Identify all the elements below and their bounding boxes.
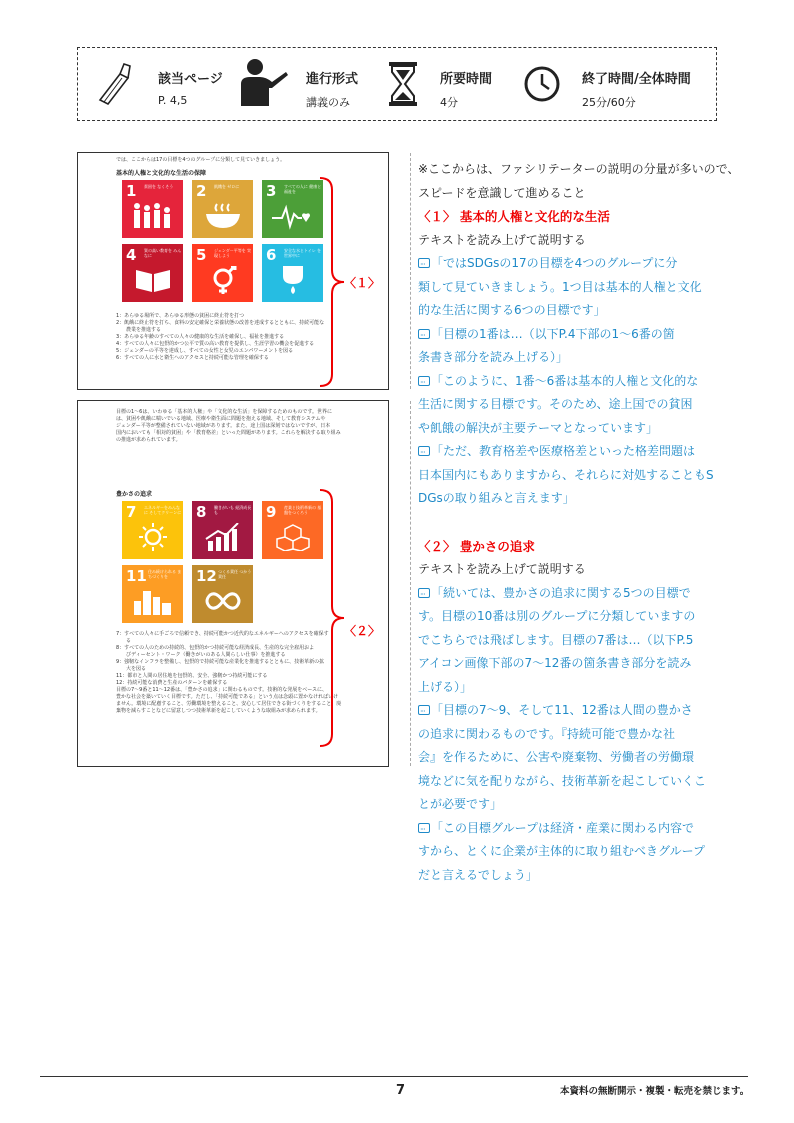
hourglass-icon (388, 62, 418, 106)
info-format-value: 講義のみ (306, 96, 350, 109)
speech-line: 類して見ていきましょう。1つ目は基本的人権と文化 (418, 279, 702, 294)
list-item: 6：すべての人に水と衛生へのアクセスと持続可能な管理を確保する (116, 355, 269, 361)
speech-bubble-icon (418, 258, 430, 268)
speech-line: ···「このように、1番〜6番は基本的人権と文化的な (418, 370, 722, 394)
brace-label-2: 〈２〉 (344, 624, 381, 638)
gender-equality-icon (202, 266, 244, 294)
list-item: 大を図る (116, 666, 147, 672)
info-duration-label: 所要時間 (440, 72, 493, 87)
sdg-tile-number: 7 (126, 503, 137, 521)
sdg-tile-title: 働きがいも 経済成長も (214, 505, 252, 515)
list-item: 1：あらゆる場所で、あらゆる形態の貧困に終止符を打つ (116, 313, 245, 319)
sdg-tile-9 (262, 501, 323, 559)
sdg-tile-number: 2 (196, 182, 207, 200)
list-item: 12：持続可能な消費と生産のパターンを確保する (116, 680, 228, 686)
section-2-heading: 〈２〉 豊かさの追求 (418, 538, 535, 554)
speech-line: の追求に関わるものです。『持続可能で豊かな社 (418, 726, 676, 741)
note-line: スピードを意識して進めること (418, 185, 586, 200)
speech-line: ···「ただ、教育格差や医療格差といった格差問題は (418, 440, 722, 464)
page-margin-line (410, 153, 411, 389)
sdg-tile-4 (122, 244, 183, 302)
sdg-tile-6 (262, 244, 323, 302)
sdg-tile-number: 6 (266, 246, 277, 264)
list-item: 5：ジェンダーの平等を達成し、すべての女性と女児のエンパワーメントを図る (116, 348, 294, 354)
speech-line: すから、とくに企業が主体的に取り組むべきグループ (418, 844, 706, 858)
speech-bubble-icon (418, 329, 430, 339)
growth-chart-icon (202, 523, 244, 551)
cubes-icon (272, 523, 314, 551)
footer-divider (40, 1076, 748, 1077)
speech-line: ···「この目標グループは経済・産業に関わる内容で (418, 817, 722, 841)
sdg-tile-title: 産業と技術革新の 基盤をつくろう (284, 505, 322, 515)
list-item: 2：飢餓に終止符を打ち、食料の安定確保と栄養状態の改善を達成するとともに、持続可能な (116, 320, 325, 326)
section-1-intro: テキストを読み上げて説明する (418, 232, 586, 247)
sdg-tile-5 (192, 244, 253, 302)
speech-bubble-icon (418, 446, 430, 456)
sdg-tile-title: 貧困を なくそう (144, 184, 174, 189)
people-icon (132, 202, 174, 230)
facilitator-script (418, 158, 740, 887)
sdg-tile-title: 質の高い教育を みんなに (144, 248, 182, 258)
sdg-tile-3 (262, 180, 323, 238)
list-item: 7：すべての人々に手ごろで信頼でき、持続可能かつ近代的なエネルギーへのアクセスを確保す (116, 631, 329, 637)
sdg-tile-number: 3 (266, 182, 277, 200)
list-item: びディーセント・ワーク（働きがいのある人間らしい仕事）を推進する (116, 652, 286, 658)
para-line: は、貧困や飢餓に喘いでいる地域、医療や衛生面に問題を抱える地域、そして教育システムや (116, 416, 326, 422)
thumb2-heading: 豊かさの追求 (116, 491, 153, 498)
speech-line: アイコン画像下部の7〜12番の箇条書き部分を読み (418, 656, 692, 670)
sdg-tile-2 (192, 180, 253, 238)
thumb2-paragraph (116, 409, 341, 444)
speech-bubble-icon (418, 823, 430, 833)
brace-label-1: 〈１〉 (344, 276, 381, 290)
heartbeat-icon (272, 202, 314, 230)
thumb2-goal-list (116, 631, 341, 715)
list-item: 4：すべての人々に包摂的かつ公平で質の高い教育を提供し、生涯学習の機会を促進する (116, 341, 315, 347)
speech-line: 的な生活に関する6つの目標です」 (418, 303, 606, 317)
info-time-value: 25分/60分 (582, 96, 636, 109)
sdg-tile-number: 4 (126, 246, 137, 264)
sdg-tile-8 (192, 501, 253, 559)
section-2-intro: テキストを読み上げて説明する (418, 562, 586, 576)
sun-power-icon (132, 523, 174, 551)
speech-line: 日本国内にもありますから、それらに対処することもS (418, 467, 714, 482)
session-info-box (77, 47, 717, 121)
sdg-tile-title: 飢餓を ゼロに (214, 184, 240, 189)
sdg-tile-number: 12 (196, 567, 217, 585)
copyright-notice: 本資料の無断開示・複製・転売を禁じます。 (560, 1086, 750, 1097)
speech-line: DGsの取り組みと言えます」 (418, 491, 575, 505)
sdg-tile-title: ジェンダー平等を 実現しよう (214, 248, 252, 258)
info-pages-label: 該当ページ (158, 72, 223, 87)
speech-bubble-icon (418, 588, 430, 598)
sdg-tile-1 (122, 180, 183, 238)
book-pages-icon (96, 60, 138, 108)
clock-icon (524, 66, 560, 102)
sdg-tile-title: 安全な水とトイレ を世界中に (284, 248, 322, 258)
para-line: の推進が求められています。 (116, 437, 181, 443)
para-line: 目標の1〜6は、いわゆる「基本的人権」や「文化的な生活」を保障するためのものです。世界に (116, 409, 332, 415)
page-margin-line (410, 401, 411, 766)
sdg-tile-number: 8 (196, 503, 207, 521)
list-item: 8：すべての人のための持続的、包摂的かつ持続可能な経済成長、生産的な完全雇用およ (116, 645, 315, 651)
water-icon (272, 266, 314, 294)
infinity-loop-icon (202, 587, 244, 615)
city-buildings-icon (132, 587, 174, 615)
speech-line: ···「ではSDGsの17の目標を4つのグループに分 (418, 252, 722, 276)
lecturer-icon (238, 58, 292, 108)
red-brace-2 (318, 488, 348, 750)
list-item: 目標の7〜9番と11〜12番は、「豊かさの追求」に関わるものです。技術的な発展をベースに、 (116, 687, 327, 693)
thumb1-heading: 基本的人権と文化的な生活の保障 (116, 170, 207, 177)
para-line: 国内においても「相対的貧困」や「教育格差」といった問題があります。これらを解決する取り組み (116, 430, 341, 436)
para-line: ジェンダー平等が整備されていない地域があります。また、途上国は深刻ではないですが、日本 (116, 423, 331, 429)
sdg-tile-title: エネルギーをみんなに そしてクリーンに (144, 505, 182, 515)
speech-line: とが必要です」 (418, 797, 503, 811)
sdg-tile-number: 5 (196, 246, 207, 264)
list-item: 11：都市と人間の居住地を包摂的、安全、強靭かつ持続可能にする (116, 673, 268, 679)
speech-line: 上げる）」 (418, 679, 473, 694)
note-line: ※ここからは、ファシリテーターの説明の分量が多いので、 (418, 162, 740, 176)
list-item: る (116, 638, 132, 644)
thumb1-intro: では、ここからは17の目標を4つのグループに分類して見ていきましょう。 (116, 157, 286, 163)
sdg-tile-number: 9 (266, 503, 277, 521)
speech-line: 会』を作るために、公害や廃棄物、労働者の労働環 (418, 750, 695, 764)
list-item: 棄物を減らすことなどに留意しつつ技術革新を起こしていくような取組みが求められます。 (116, 708, 321, 714)
speech-line: でこちらでは飛ばします。目標の7番は…（以下P.5 (418, 632, 694, 647)
speech-line: や飢餓の解決が主要テーマとなっています」 (418, 420, 659, 435)
info-pages-value: P. 4,5 (158, 94, 188, 107)
info-duration-value: 4分 (440, 96, 458, 109)
speech-line: ···「目標の7〜9、そして11、12番は人間の豊かさ (418, 699, 722, 723)
sdg-tile-12 (192, 565, 253, 623)
sdg-tile-number: 1 (126, 182, 137, 200)
book-icon (132, 266, 174, 294)
sdg-tile-title: すべての人に 健康と福祉を (284, 184, 322, 194)
list-item: 3：あらゆる年齢のすべての人々の健康的な生活を確保し、福祉を推進する (116, 334, 285, 340)
speech-line: だと言えるでしょう」 (418, 867, 538, 882)
sdg-tile-11 (122, 565, 183, 623)
speech-line: 条書き部分を読み上げる）」 (418, 350, 569, 364)
thumb1-goal-list (116, 313, 324, 362)
bowl-icon (202, 202, 244, 230)
section-1-heading: 〈１〉 基本的人権と文化的な生活 (418, 209, 610, 224)
speech-bubble-icon (418, 705, 430, 715)
sdg-tile-7 (122, 501, 183, 559)
sdg-tile-title: つくる責任 つかう責任 (218, 569, 252, 579)
page-number: 7 (396, 1083, 406, 1098)
speech-line: 生活に関する目標です。そのため、途上国での貧困 (418, 397, 693, 411)
speech-line: 境などに気を配りながら、技術革新を起こしていくこ (418, 773, 707, 788)
info-format-label: 進行形式 (306, 72, 359, 87)
sdg-tile-number: 11 (126, 567, 147, 585)
list-item: 豊かな社会を築いていく目標です。ただし、「持続可能である」という点は念頭に置かなければいけ (116, 694, 339, 700)
list-item: 農業を推進する (116, 327, 162, 333)
list-item: ません。環境に配慮すること、労働環境を整えること、安心して居住できる街づくりをすること。廃 (116, 701, 342, 707)
speech-line: す。目標の10番は別のグループに分類していますの (418, 609, 696, 623)
info-time-label: 終了時間/全体時間 (582, 72, 691, 87)
list-item: 9：強靭なインフラを整備し、包摂的で持続可能な産業化を推進するとともに、技術革新の拡 (116, 659, 325, 665)
sdg-tile-title: 住み続けられる まちづくりを (148, 569, 182, 579)
speech-bubble-icon (418, 376, 430, 386)
speech-line: ···「目標の1番は…（以下P.4下部の1〜6番の箇 (418, 323, 722, 347)
speech-line: ···「続いては、豊かさの追求に関する5つの目標で (418, 582, 722, 606)
